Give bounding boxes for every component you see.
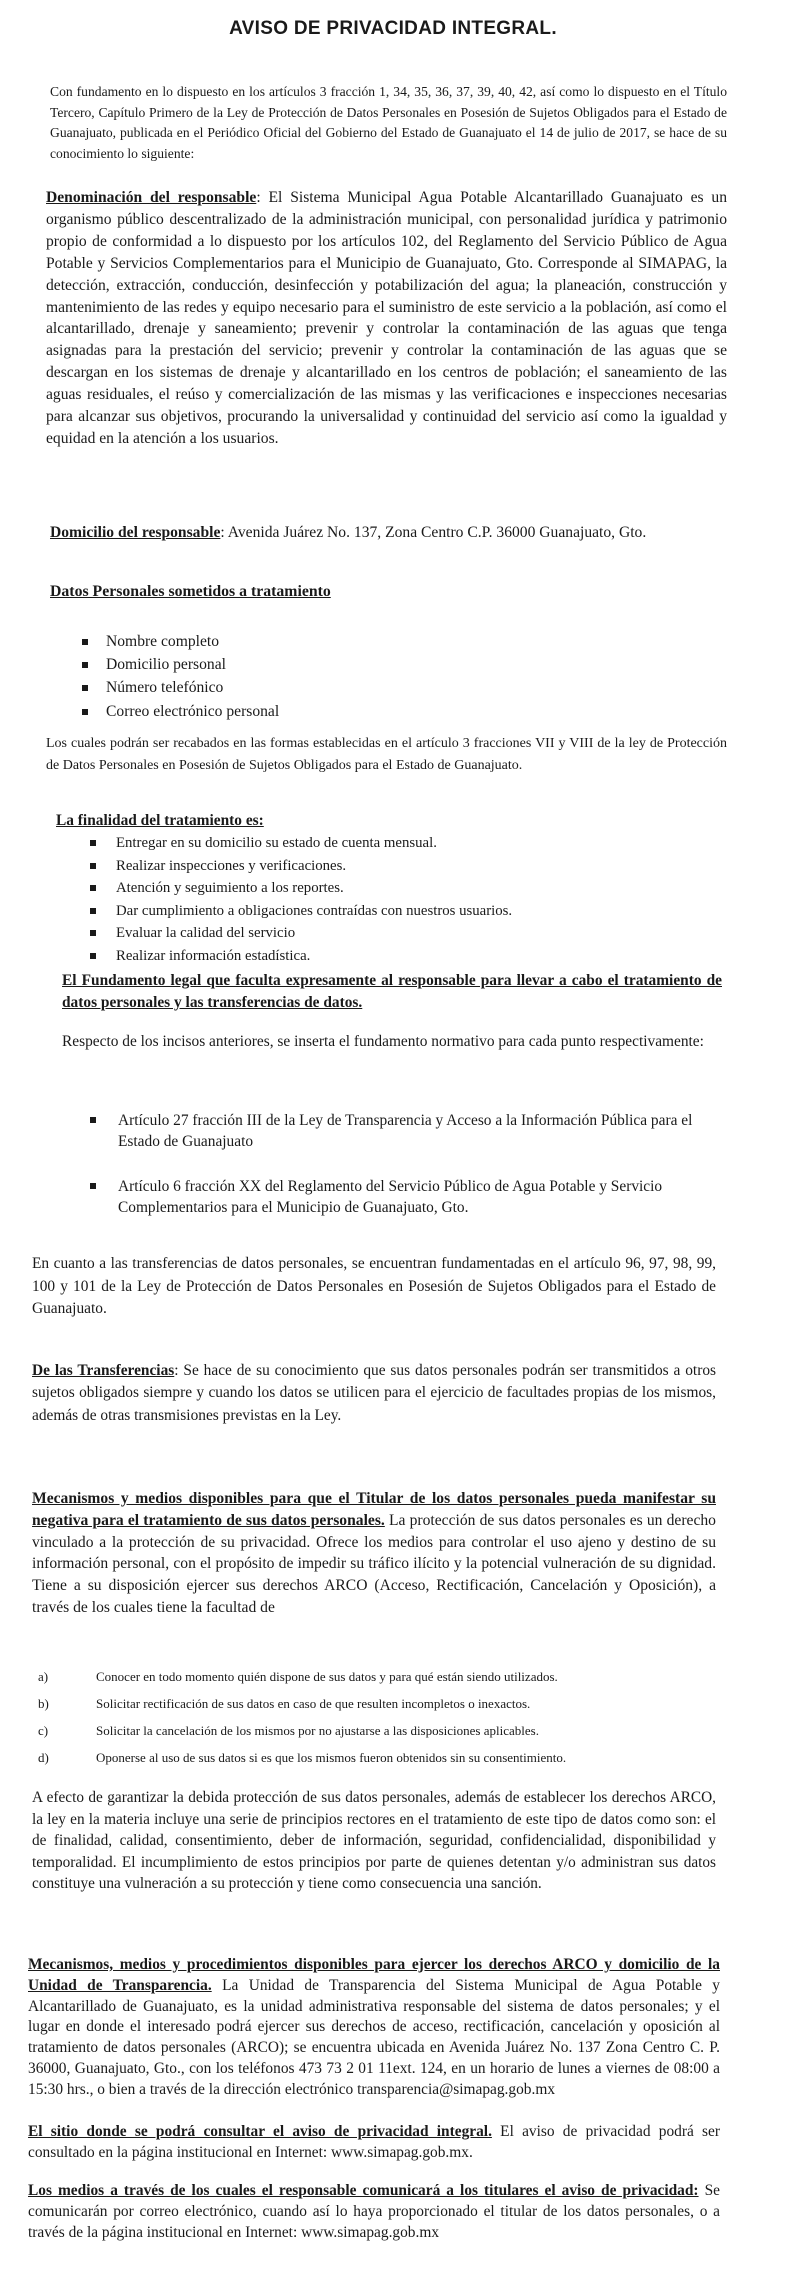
domicilio-body: : Avenida Juárez No. 137, Zona Centro C.P. 36000 Guanajuato, Gto.	[220, 524, 647, 541]
finalidad-heading: La finalidad del tratamiento es:	[56, 812, 264, 829]
responsable-heading: Denominación del responsable	[46, 189, 257, 206]
list-item: Artículo 6 fracción XX del Reglamento del Servicio Público de Agua Potable y Servicio Complementarios para el Municipio de Guanajuato, Gto.	[88, 1176, 728, 1218]
list-item: Artículo 27 fracción III de la Ley de Transparencia y Acceso a la Información Pública para el Estado de Guanajuato	[88, 1110, 728, 1152]
list-item: Evaluar la calidad del servicio	[88, 922, 512, 945]
medios-section	[28, 2181, 720, 2243]
responsable-body: : El Sistema Municipal Agua Potable Alcantarillado Guanajuato es un organismo público descentralizado de la administración municipal, con personalidad jurídica y patrimonio propio de conformidad a lo dispuesto por los artículos 102, del Reglamento del Servicio Público de Agua Potable y Servicios Complementarios para el Municipio de Guanajuato, Gto. Corresponde al SIMAPAG, la detección, extracción, conducción, desinfección y potabilización del agua; la planeación, construcción y mantenimiento de las redes y equipo necesario para el suministro de este servicio a la población, así como el alcantarillado, drenaje y saneamiento; prevenir y controlar la contaminación de las aguas que tenga asignadas para la prestación del servicio; prevenir y controlar la contaminación de las aguas que se descargan en los sistemas de drenaje y alcantarillado en los centros de población; el saneamiento de las aguas residuales, el reúso y comercialización de las mismas y las verificaciones e inspecciones necesarias para alcanzar sus objetivos, procurando la universalidad y continuidad del servicio así como la igualdad y equidad en la atención a los usuarios.	[46, 189, 727, 447]
transfer-note: En cuanto a las transferencias de datos personales, se encuentran fundamentadas en el artículo 96, 97, 98, 99, 100 y 101 de la Ley de Protección de Datos Personales en Posesión de Sujetos Obligados para el Estado de Guanajuato.	[32, 1255, 716, 1317]
mecanismos-body: La protección de sus datos personales es un derecho vinculado a la protección de su privacidad. Ofrece los medios para controlar el uso ajeno y destino de su información personal, con el propósito de impedir su tráfico ilícito y la potencial vulneración de su dignidad. Tiene a su disposición ejercer sus derechos ARCO (Acceso, Rectificación, Cancelación y Oposición), a través de los cuales tiene la facultad de	[32, 1511, 716, 1616]
list-item: Realizar información estadística.	[88, 945, 512, 968]
fundamento-heading: El Fundamento legal que faculta expresamente al responsable para llevar a cabo el tratamiento de datos personales y las transferencias de datos.	[62, 972, 722, 1011]
item-text: Conocer en todo momento quién dispone de sus datos y para qué están siendo utilizados.	[96, 1669, 558, 1684]
item-letter: b)	[38, 1696, 49, 1711]
list-item: Correo electrónico personal	[80, 700, 279, 723]
medios-body: Se comunicarán por correo electrónico, cuando así lo haya proporcionado el titular de los datos personales, o a través de la página institucional en Internet: www.simapag.gob.mx	[28, 2182, 720, 2241]
intro-paragraph: Con fundamento en lo dispuesto en los artículos 3 fracción 1, 34, 35, 36, 37, 39, 40, 42, así como lo dispuesto en el Título Tercero, Capítulo Primero de la Ley de Protección de Datos Personales en Posesión de Sujetos Obligados para el Estado de Guanajuato, publicada en el Periódico Oficial del Gobierno del Estado de Guanajuato el 14 de julio de 2017, se hace de su conocimiento lo siguiente:	[50, 84, 727, 161]
list-item: Número telefónico	[80, 676, 279, 699]
domicilio-section	[50, 523, 728, 543]
fundamento-list-2	[88, 1176, 728, 1218]
finalidad-section	[56, 812, 656, 830]
list-item	[38, 1690, 728, 1717]
item-text: Solicitar rectificación de sus datos en caso de que resulten incompletos o inexactos.	[96, 1696, 531, 1711]
arco-section	[28, 1955, 720, 2101]
arco-heading: Mecanismos, medios y procedimientos disponibles para ejercer los derechos ARCO y domicilio de la Unidad de Transparencia.	[28, 1956, 720, 1994]
list-item	[38, 1663, 728, 1690]
fundamento-list-1	[88, 1110, 728, 1152]
list-item: Entregar en su domicilio su estado de cuenta mensual.	[88, 832, 512, 855]
list-item: Realizar inspecciones y verificaciones.	[88, 855, 512, 878]
datos-heading: Datos Personales sometidos a tratamiento	[50, 583, 331, 600]
list-item: Atención y seguimiento a los reportes.	[88, 877, 512, 900]
domicilio-heading: Domicilio del responsable	[50, 524, 221, 541]
item-letter: d)	[38, 1750, 49, 1765]
sitio-section	[28, 2122, 720, 2164]
list-item: Nombre completo	[80, 630, 279, 653]
datos-note: Los cuales podrán ser recabados en las formas establecidas en el artículo 3 fracciones VII y VIII de la ley de Protección de Datos Personales en Posesión de Sujetos Obligados para el Estado de Guanajuato.	[46, 736, 727, 773]
fundamento-section	[62, 970, 722, 1014]
list-item	[38, 1744, 728, 1771]
transferencias-section	[32, 1360, 716, 1427]
transferencias-body: : Se hace de su conocimiento que sus datos personales podrán ser transmitidos a otros sujetos obligados siempre y cuando los datos se utilicen para el ejercicio de facultades propias de los mismos, además de otras transmisiones previstas en la Ley.	[32, 1362, 717, 1424]
item-text: Solicitar la cancelación de los mismos por no ajustarse a las disposiciones aplicables.	[96, 1723, 539, 1738]
page-title: AVISO DE PRIVACIDAD INTEGRAL.	[229, 18, 557, 39]
sitio-heading: El sitio donde se podrá consultar el aviso de privacidad integral.	[28, 2123, 492, 2140]
finalidad-list	[88, 832, 512, 967]
item-letter: a)	[38, 1669, 49, 1684]
datos-list	[80, 630, 279, 723]
mecanismos-heading: Mecanismos y medios disponibles para que el Titular de los datos personales pueda manifestar su negativa para el tratamiento de sus datos personales.	[32, 1490, 716, 1529]
item-letter: c)	[38, 1723, 49, 1738]
item-text: Oponerse al uso de sus datos si es que los mismos fueron obtenidos sin su consentimiento.	[96, 1750, 567, 1765]
list-item	[38, 1717, 728, 1744]
responsable-section	[46, 187, 727, 450]
fundamento-intro: Respecto de los incisos anteriores, se inserta el fundamento normativo para cada punto respectivamente:	[62, 1033, 704, 1050]
sitio-body: El aviso de privacidad podrá ser consultado en la página institucional en Internet: www.simapag.gob.mx.	[28, 2123, 720, 2161]
list-item: Domicilio personal	[80, 653, 279, 676]
arco-body: La Unidad de Transparencia del Sistema Municipal de Agua Potable y Alcantarillado de Guanajuato, es la unidad administrativa responsable del sistema de datos personales; y el lugar en donde el interesado podrá ejercer sus derechos de acceso, rectificación, cancelación y oposición al tratamiento de datos personales (ARCO); se encuentra ubicada en Avenida Juárez No. 137 Zona Centro C. P. 36000, Guanajuato, Gto., con los teléfonos 473 73 2 01 11ext. 124, en un horario de lunes a viernes de 08:00 a 15:30 hrs., o bien a través de la dirección electrónico transparencia@simapag.gob.mx	[28, 1976, 720, 2098]
arco-rights-list	[38, 1663, 728, 1771]
list-item: Dar cumplimiento a obligaciones contraídas con nuestros usuarios.	[88, 900, 512, 923]
medios-heading: Los medios a través de los cuales el responsable comunicará a los titulares el aviso de privacidad:	[28, 2182, 699, 2199]
principios-paragraph: A efecto de garantizar la debida protección de sus datos personales, además de establecer los derechos ARCO, la ley en la materia incluye una serie de principios rectores en el tratamiento de este tipo de datos como son: el de finalidad, calidad, consentimiento, deber de información, seguridad, confidencialidad, disponibilidad y temporalidad. El incumplimiento de estos principios por parte de quienes detentan y/o administran sus datos constituye una vulneración a su protección y tiene como consecuencia una sanción.	[32, 1789, 716, 1892]
datos-section	[50, 583, 550, 601]
mecanismos-section	[32, 1488, 716, 1619]
transferencias-heading: De las Transferencias	[32, 1362, 175, 1379]
